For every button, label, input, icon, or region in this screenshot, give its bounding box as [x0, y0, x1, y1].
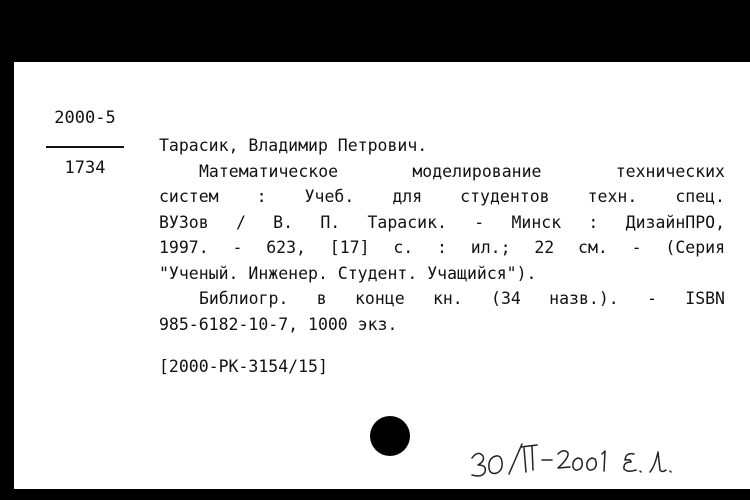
catalog-card: [14, 62, 750, 489]
bibliographic-entry: [159, 133, 725, 337]
card-punch-hole: [370, 416, 410, 456]
description-line: Математическое моделирование технических: [199, 161, 725, 181]
classification-number: 2000-5: [54, 108, 116, 128]
cutter-number: 1734: [64, 158, 106, 178]
accession-number: [2000-PK-3154/15]: [159, 357, 328, 376]
description-line: "Ученый. Инженер. Студент. Учащийся").: [159, 263, 537, 283]
author-heading: Тарасик, Владимир Петрович.: [159, 136, 428, 155]
notes-line: Библиогр. в конце кн. (34 назв.). - ISBN: [199, 289, 725, 308]
description-line: ВУЗов / В. П. Тарасик. - Минск : ДизайнПРО,: [159, 212, 725, 232]
description-line: систем : Учеб. для студентов техн. спец.: [159, 187, 725, 206]
handwritten-signature: [466, 440, 696, 480]
notes-line: 985-6182-10-7, 1000 экз.: [159, 314, 398, 334]
classification-divider: [46, 146, 124, 148]
description-line: 1997. - 623, [17] с. : ил.; 22 см. - (Серия: [159, 238, 725, 257]
